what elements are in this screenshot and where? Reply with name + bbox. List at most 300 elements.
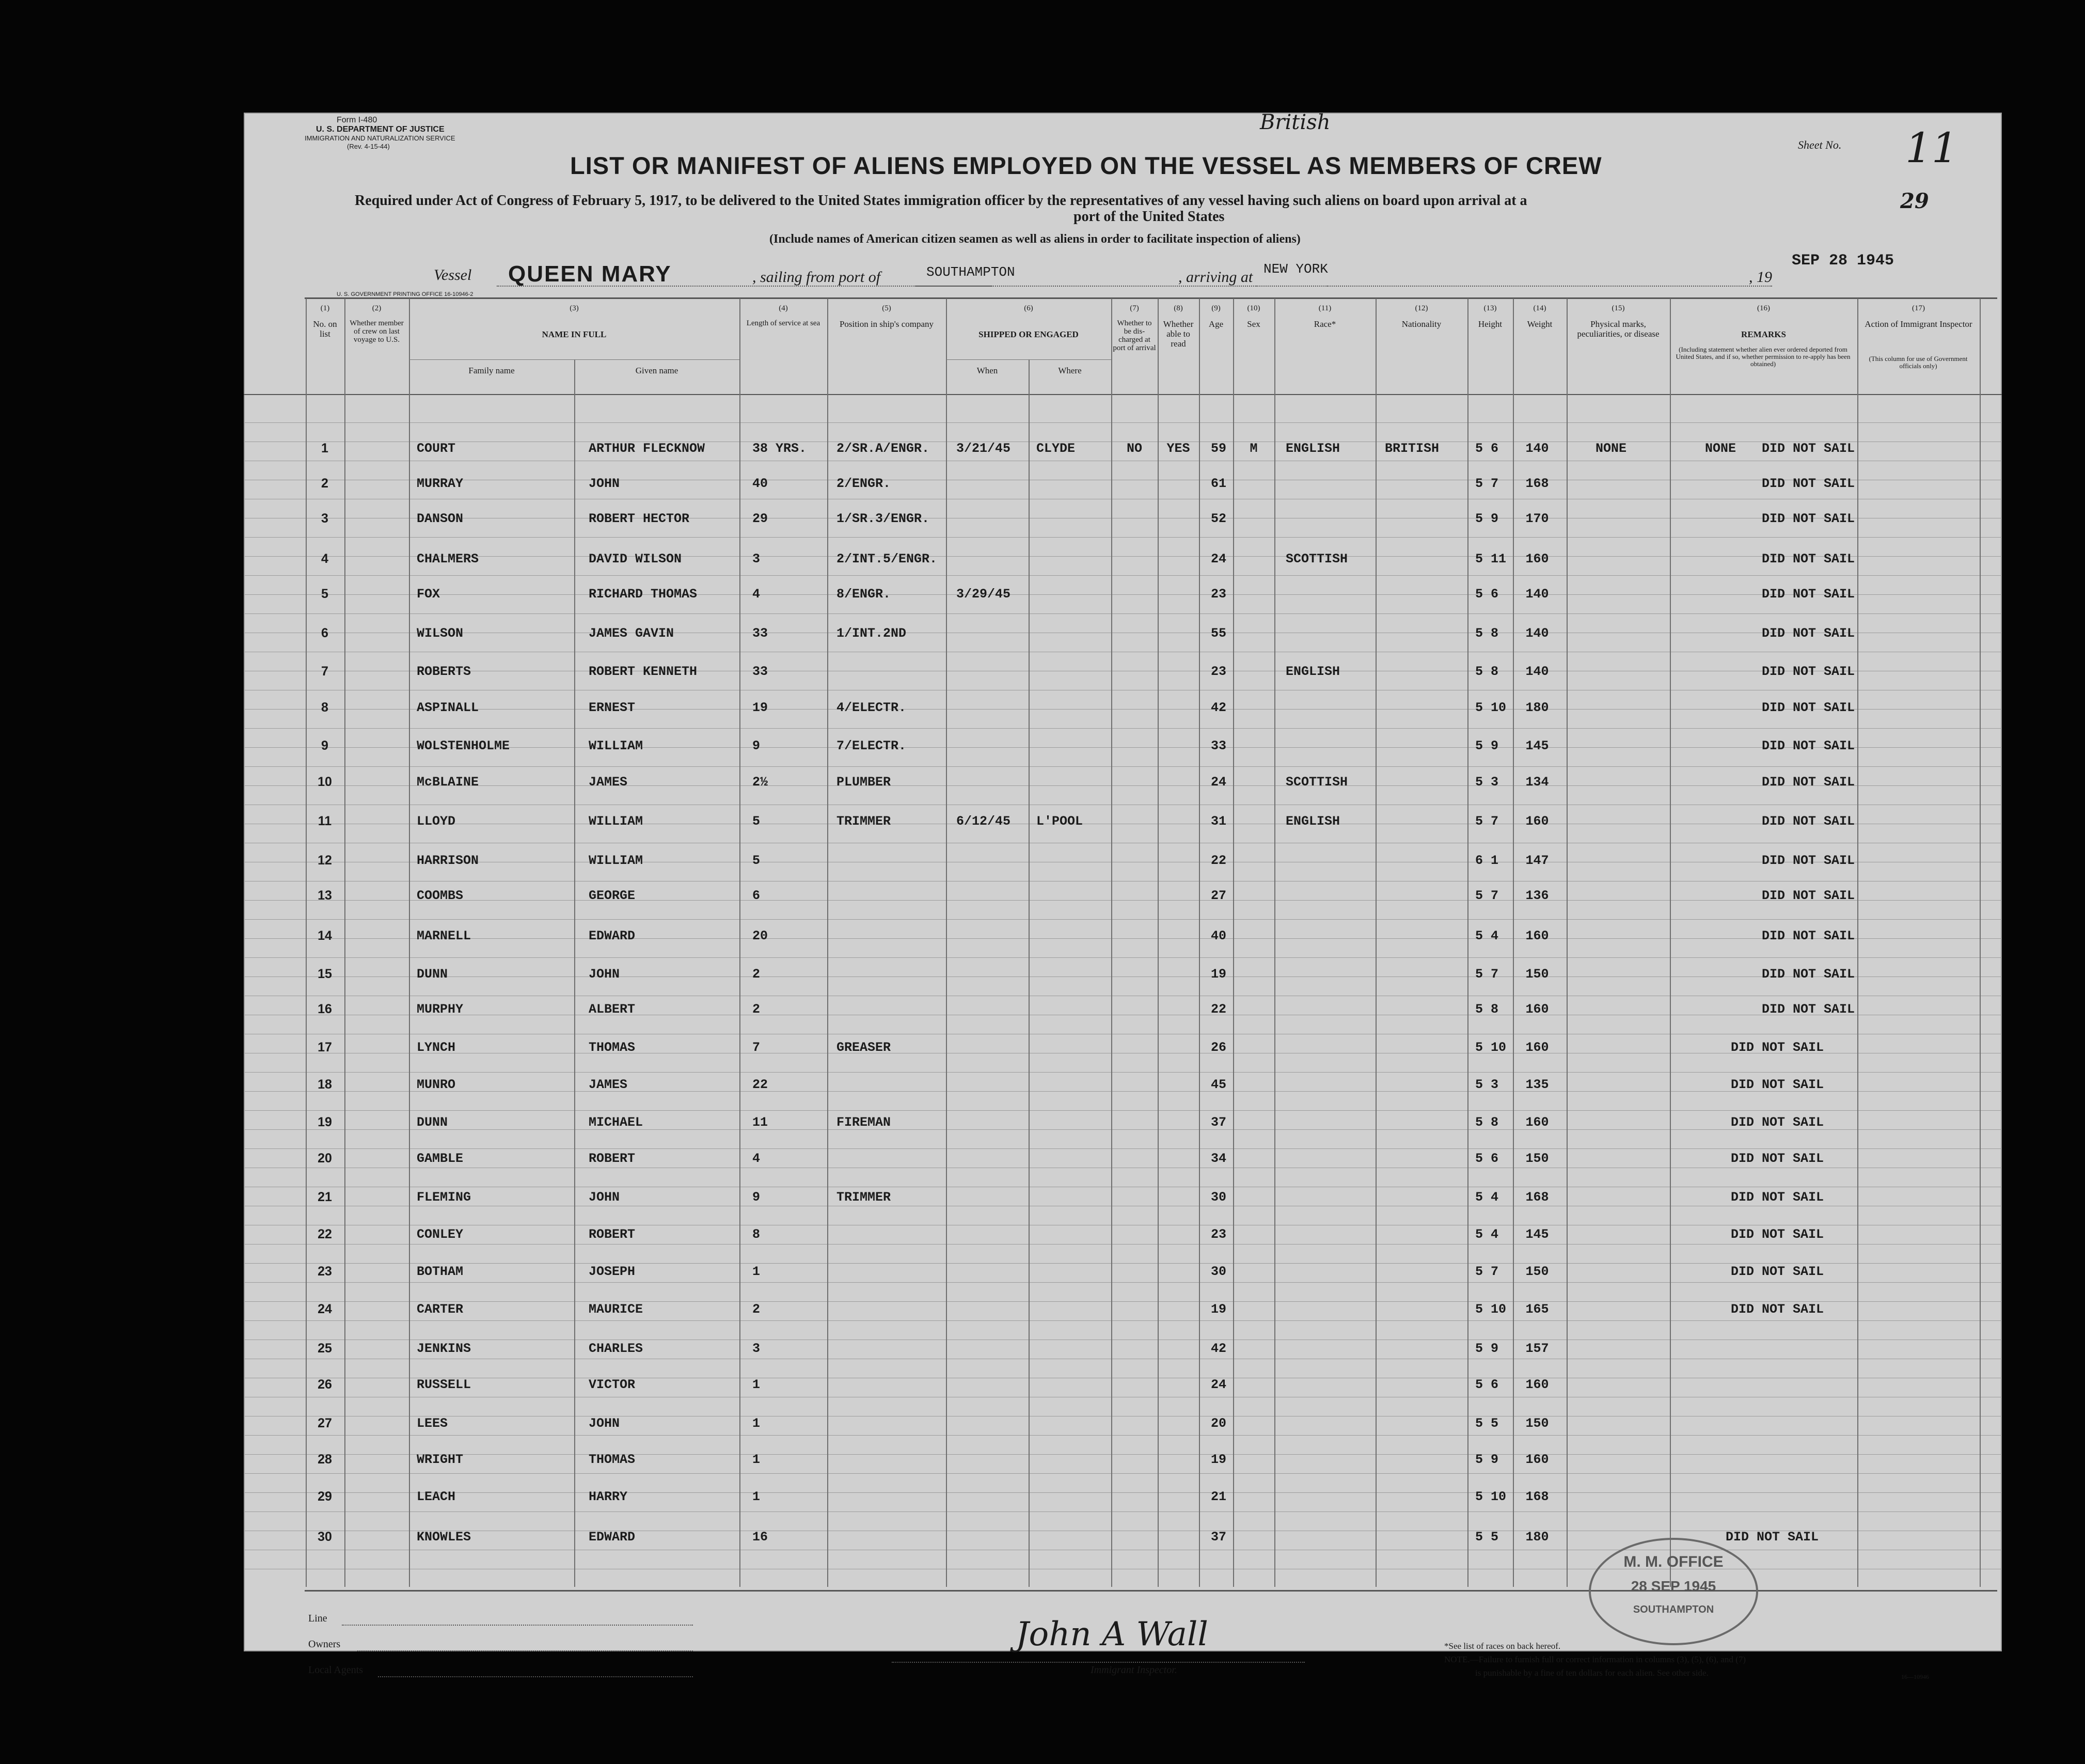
cell-no: 19: [318, 1115, 332, 1129]
cell-sex: M: [1250, 441, 1258, 456]
cell-family: CARTER: [417, 1302, 464, 1317]
cell-weight: 168: [1525, 1190, 1549, 1205]
cell-age: 30: [1210, 1264, 1227, 1279]
column-header: Whether to be dis-charged at port of arrival: [1113, 319, 1156, 352]
table-frame: [305, 297, 1997, 1592]
cell-height: 5 6: [1475, 441, 1499, 456]
cell-family: McBLAINE: [417, 775, 479, 790]
cell-height: 5 7: [1475, 814, 1499, 829]
cell-weight: 168: [1525, 476, 1549, 491]
cell-weight: 150: [1525, 1416, 1549, 1431]
column-header: SHIPPED OR ENGAGED: [978, 329, 1079, 339]
line-label: Line: [308, 1613, 327, 1624]
cell-service: 5: [752, 853, 761, 868]
cell-given: WILLIAM: [589, 814, 643, 829]
cell-action: DID NOT SAIL: [1762, 587, 1855, 602]
action-note: (This column for use of Government officials only): [1869, 355, 1968, 370]
cell-given: ROBERT KENNETH: [589, 664, 698, 679]
cell-service: 33: [752, 664, 768, 679]
cell-service: 38 YRS.: [752, 441, 807, 456]
cell-service: 16: [752, 1530, 768, 1545]
cell-no: 25: [318, 1341, 332, 1356]
cell-height: 5 3: [1475, 775, 1499, 790]
cell-family: ROBERTS: [417, 664, 471, 679]
cell-service: 4: [752, 587, 761, 602]
cell-family: COURT: [417, 441, 456, 456]
cell-age: 21: [1210, 1489, 1227, 1504]
cell-service: 22: [752, 1077, 768, 1092]
cell-action: DID NOT SAIL: [1762, 664, 1855, 679]
cell-given: WILLIAM: [589, 853, 643, 868]
cell-service: 1: [752, 1264, 761, 1279]
cell-position: FIREMAN: [836, 1115, 891, 1130]
column-header: Height: [1478, 319, 1503, 329]
cell-family: MURRAY: [417, 476, 464, 491]
column-number: (14): [1533, 304, 1546, 312]
cell-no: 18: [318, 1077, 332, 1092]
cell-family: LLOYD: [417, 814, 456, 829]
cell-age: 19: [1210, 1452, 1227, 1467]
cell-position: GREASER: [836, 1040, 891, 1055]
cell-weight: 160: [1525, 928, 1549, 943]
cell-given: THOMAS: [589, 1040, 636, 1055]
column-header: Sex: [1247, 319, 1260, 329]
cell-weight: 140: [1525, 441, 1549, 456]
cell-height: 5 7: [1475, 888, 1499, 903]
cell-position: 1/SR.3/ENGR.: [836, 511, 930, 526]
cell-given: ROBERT: [589, 1151, 636, 1166]
manifest-sheet: [244, 111, 2002, 1680]
column-number: (8): [1174, 304, 1183, 312]
cell-action: DID NOT SAIL: [1762, 511, 1855, 526]
cell-age: 40: [1210, 928, 1227, 943]
cell-action: DID NOT SAIL: [1731, 1115, 1824, 1130]
cell-height: 5 4: [1475, 928, 1499, 943]
column-number: (15): [1612, 304, 1625, 312]
cell-height: 5 10: [1475, 1040, 1507, 1055]
column-header: Nationality: [1401, 319, 1442, 329]
mm-office-stamp: [1589, 1538, 1758, 1645]
cell-age: 52: [1210, 511, 1227, 526]
cell-given: ARTHUR FLECKNOW: [589, 441, 705, 456]
cell-height: 5 9: [1475, 738, 1499, 753]
cell-action: DID NOT SAIL: [1762, 476, 1855, 491]
cell-age: 23: [1210, 1227, 1227, 1242]
cell-weight: 140: [1525, 587, 1549, 602]
cell-height: 5 6: [1475, 1151, 1499, 1166]
cell-given: JOSEPH: [589, 1264, 636, 1279]
cell-no: 1: [321, 441, 328, 455]
stamp-office: M. M. OFFICE: [1623, 1553, 1724, 1570]
cell-height: 5 9: [1475, 1341, 1499, 1356]
cell-height: 5 10: [1475, 700, 1507, 715]
cell-no: 14: [318, 928, 332, 943]
penalty-note-2: is punishable by a fine of ten dollars for each alien. See other side.: [1475, 1668, 1709, 1678]
cell-when: 6/12/45: [956, 814, 1011, 829]
cell-nationality: BRITISH: [1385, 441, 1440, 456]
cell-height: 5 7: [1475, 967, 1499, 982]
cell-weight: 180: [1525, 1530, 1549, 1545]
cell-weight: 145: [1525, 1227, 1549, 1242]
cell-family: LEACH: [417, 1489, 456, 1504]
cell-family: CONLEY: [417, 1227, 464, 1242]
cell-given: EDWARD: [589, 928, 636, 943]
cell-height: 5 10: [1475, 1489, 1507, 1504]
cell-weight: 150: [1525, 1151, 1549, 1166]
column-header: Whether member of crew on last voyage to U.S.: [350, 319, 404, 344]
cell-given: THOMAS: [589, 1452, 636, 1467]
cell-weight: 135: [1525, 1077, 1549, 1092]
cell-given: JOHN: [589, 967, 620, 982]
cell-service: 2½: [752, 775, 768, 790]
cell-position: TRIMMER: [836, 814, 891, 829]
cell-family: FLEMING: [417, 1190, 471, 1205]
cell-no: 4: [321, 552, 328, 566]
year-prefix: , 19: [1749, 269, 1772, 286]
cell-no: 13: [318, 888, 332, 903]
cell-where: L'POOL: [1036, 814, 1083, 829]
cell-service: 29: [752, 511, 768, 526]
cell-action: DID NOT SAIL: [1762, 626, 1855, 641]
cell-race: SCOTTISH: [1286, 552, 1348, 566]
sailing-label: , sailing from port of: [752, 269, 881, 286]
cell-given: DAVID WILSON: [589, 552, 682, 566]
cell-action: DID NOT SAIL: [1731, 1302, 1824, 1317]
cell-no: 9: [321, 738, 328, 753]
cell-height: 5 8: [1475, 626, 1499, 641]
cell-family: LYNCH: [417, 1040, 456, 1055]
cell-position: 2/SR.A/ENGR.: [836, 441, 930, 456]
cell-height: 5 5: [1475, 1530, 1499, 1545]
cell-given: ROBERT HECTOR: [589, 511, 690, 526]
subtitle-note: (Include names of American citizen seamen as well as aliens in order to facilitate inspection of aliens): [769, 232, 1301, 246]
cell-no: 11: [318, 814, 332, 828]
cell-age: 34: [1210, 1151, 1227, 1166]
cell-service: 9: [752, 738, 761, 753]
cell-given: JOHN: [589, 1190, 620, 1205]
cell-given: MICHAEL: [589, 1115, 643, 1130]
cell-given: JOHN: [589, 1416, 620, 1431]
column-number: (4): [779, 304, 788, 312]
cell-height: 6 1: [1475, 853, 1499, 868]
cell-age: 30: [1210, 1190, 1227, 1205]
to-port: NEW YORK: [1263, 261, 1328, 277]
cell-race: SCOTTISH: [1286, 775, 1348, 790]
cell-given: MAURICE: [589, 1302, 643, 1317]
cell-height: 5 4: [1475, 1190, 1499, 1205]
cell-age: 24: [1210, 1377, 1227, 1392]
cell-weight: 150: [1525, 1264, 1549, 1279]
local-agents-label: Local Agents: [308, 1664, 364, 1676]
cell-weight: 160: [1525, 814, 1549, 829]
cell-weight: 157: [1525, 1341, 1549, 1356]
cell-action: DID NOT SAIL: [1762, 967, 1855, 982]
cell-no: 22: [318, 1227, 332, 1241]
cell-height: 5 3: [1475, 1077, 1499, 1092]
cell-given: RICHARD THOMAS: [589, 587, 698, 602]
cell-action: DID NOT SAIL: [1762, 552, 1855, 566]
arriving-label: , arriving at: [1178, 269, 1253, 286]
cell-given: JOHN: [589, 476, 620, 491]
form-revision: (Rev. 4-15-44): [347, 143, 390, 150]
cell-family: WOLSTENHOLME: [417, 738, 510, 753]
cell-service: 11: [752, 1115, 768, 1130]
cell-height: 5 7: [1475, 476, 1499, 491]
cell-height: 5 8: [1475, 1115, 1499, 1130]
cell-no: 12: [318, 853, 332, 868]
cell-weight: 160: [1525, 1115, 1549, 1130]
cell-race: ENGLISH: [1286, 814, 1340, 829]
cell-no: 16: [318, 1002, 332, 1016]
penalty-note: NOTE.—Failure to furnish full or correct information in columns (3), (5), (6), and (7): [1444, 1655, 1746, 1664]
cell-height: 5 5: [1475, 1416, 1499, 1431]
form-code: 16—10946: [1901, 1673, 1929, 1680]
cell-family: RUSSELL: [417, 1377, 471, 1392]
cell-service: 7: [752, 1040, 761, 1055]
cell-age: 26: [1210, 1040, 1227, 1055]
cell-age: 20: [1210, 1416, 1227, 1431]
cell-action: DID NOT SAIL: [1731, 1190, 1824, 1205]
cell-given: EDWARD: [589, 1530, 636, 1545]
cell-when: 3/29/45: [956, 587, 1011, 602]
cell-service: 2: [752, 1002, 761, 1017]
cell-age: 42: [1210, 700, 1227, 715]
cell-family: COOMBS: [417, 888, 464, 903]
cell-family: JENKINS: [417, 1341, 471, 1356]
cell-service: 6: [752, 888, 761, 903]
cell-age: 23: [1210, 587, 1227, 602]
cell-service: 19: [752, 700, 768, 715]
cell-action: DID NOT SAIL: [1731, 1264, 1824, 1279]
cell-given: CHARLES: [589, 1341, 643, 1356]
cell-age: 22: [1210, 1002, 1227, 1017]
cell-family: MURPHY: [417, 1002, 464, 1017]
column-number: (5): [882, 304, 891, 312]
subheader-when: When: [976, 366, 998, 375]
cell-height: 5 8: [1475, 664, 1499, 679]
stamp-date: 28 SEP 1945: [1631, 1578, 1716, 1594]
subheader-given: Given name: [635, 366, 678, 375]
cell-family: LEES: [417, 1416, 448, 1431]
cell-service: 1: [752, 1489, 761, 1504]
cell-weight: 140: [1525, 626, 1549, 641]
cell-no: 20: [318, 1151, 332, 1166]
cell-action: DID NOT SAIL: [1762, 441, 1855, 456]
cell-action: DID NOT SAIL: [1762, 775, 1855, 790]
cell-action: DID NOT SAIL: [1762, 814, 1855, 829]
department: U. S. DEPARTMENT OF JUSTICE: [316, 125, 445, 134]
cell-given: ERNEST: [589, 700, 636, 715]
cell-given: GEORGE: [589, 888, 636, 903]
page-title: LIST OR MANIFEST OF ALIENS EMPLOYED ON THE VESSEL AS MEMBERS OF CREW: [570, 152, 1602, 179]
column-header: Weight: [1527, 319, 1553, 329]
cell-weight: 165: [1525, 1302, 1549, 1317]
cell-given: ROBERT: [589, 1227, 636, 1242]
subtitle-line-1: Required under Act of Congress of February 5, 1917, to be delivered to the United States immigration officer by the representatives of any vessel having such aliens on board upon arrival at a: [355, 193, 1527, 209]
cell-service: 3: [752, 552, 761, 566]
cell-action: DID NOT SAIL: [1762, 888, 1855, 903]
cell-height: 5 8: [1475, 1002, 1499, 1017]
cell-no: 10: [318, 775, 332, 789]
cell-weight: 145: [1525, 738, 1549, 753]
cell-position: 1/INT.2ND: [836, 626, 907, 641]
column-number: (1): [320, 304, 330, 312]
cell-given: JAMES GAVIN: [589, 626, 674, 641]
cell-no: 6: [321, 626, 328, 640]
column-number: (10): [1247, 304, 1260, 312]
cell-age: 24: [1210, 775, 1227, 790]
printing-office: U. S. GOVERNMENT PRINTING OFFICE 16-10946-2: [337, 291, 473, 297]
cell-service: 3: [752, 1341, 761, 1356]
races-note: *See list of races on back hereof.: [1444, 1641, 1561, 1651]
cell-given: VICTOR: [589, 1377, 636, 1392]
subheader-family: Family name: [468, 366, 515, 375]
cell-service: 40: [752, 476, 768, 491]
cell-height: 5 6: [1475, 587, 1499, 602]
cell-weight: 150: [1525, 967, 1549, 982]
column-header: Race*: [1314, 319, 1336, 329]
column-number: (6): [1024, 304, 1033, 312]
column-number: (2): [372, 304, 382, 312]
cell-family: ASPINALL: [417, 700, 479, 715]
cell-position: PLUMBER: [836, 775, 891, 790]
vessel-name: QUEEN MARY: [508, 261, 672, 287]
cell-age: 37: [1210, 1530, 1227, 1545]
cell-action: DID NOT SAIL: [1731, 1040, 1824, 1055]
cell-weight: 160: [1525, 1002, 1549, 1017]
cell-no: 2: [321, 476, 328, 491]
cell-age: 23: [1210, 664, 1227, 679]
cell-family: HARRISON: [417, 853, 479, 868]
cell-no: 5: [321, 587, 328, 601]
column-number: (3): [570, 304, 579, 312]
column-header: Whether able to read: [1163, 319, 1194, 349]
cell-weight: 134: [1525, 775, 1549, 790]
cell-age: 37: [1210, 1115, 1227, 1130]
cell-read: YES: [1166, 441, 1190, 456]
sheet-number: 11: [1905, 124, 1958, 172]
cell-service: 20: [752, 928, 768, 943]
cell-no: 8: [321, 700, 328, 715]
cell-family: MARNELL: [417, 928, 471, 943]
cell-weight: 140: [1525, 664, 1549, 679]
column-header: Length of service at sea: [746, 319, 820, 327]
cell-no: 23: [318, 1264, 332, 1279]
cell-age: 59: [1210, 441, 1227, 456]
cell-age: 55: [1210, 626, 1227, 641]
cell-service: 1: [752, 1452, 761, 1467]
cell-weight: 136: [1525, 888, 1549, 903]
cell-given: HARRY: [589, 1489, 628, 1504]
cell-weight: 160: [1525, 1452, 1549, 1467]
from-port: SOUTHAMPTON: [926, 264, 1015, 280]
cell-family: CHALMERS: [417, 552, 479, 566]
cell-given: JAMES: [589, 775, 628, 790]
column-header: No. on list: [313, 319, 337, 339]
cell-age: 19: [1210, 1302, 1227, 1317]
subheader-where: Where: [1058, 366, 1082, 375]
sheet-label: Sheet No.: [1798, 138, 1842, 151]
cell-action: DID NOT SAIL: [1762, 853, 1855, 868]
cell-height: 5 4: [1475, 1227, 1499, 1242]
cell-no: 15: [318, 967, 332, 981]
cell-age: 61: [1210, 476, 1227, 491]
cell-position: 2/ENGR.: [836, 476, 891, 491]
cell-no: 30: [318, 1530, 332, 1544]
cell-service: 5: [752, 814, 761, 829]
cell-height: 5 9: [1475, 1452, 1499, 1467]
service: IMMIGRATION AND NATURALIZATION SERVICE: [305, 134, 455, 142]
cell-height: 5 6: [1475, 1377, 1499, 1392]
cell-service: 1: [752, 1377, 761, 1392]
cell-given: JAMES: [589, 1077, 628, 1092]
cell-action: DID NOT SAIL: [1731, 1151, 1824, 1166]
cell-family: FOX: [417, 587, 440, 602]
cell-where: CLYDE: [1036, 441, 1076, 456]
cell-age: 19: [1210, 967, 1227, 982]
cell-given: WILLIAM: [589, 738, 643, 753]
cell-action: DID NOT SAIL: [1731, 1227, 1824, 1242]
cell-action: DID NOT SAIL: [1731, 1077, 1824, 1092]
remarks-note: (Including statement whether alien ever ordered deported from United States, and if so, whether permission to re-apply has been obtained): [1676, 345, 1851, 368]
page-mark: 29: [1900, 189, 1929, 213]
cell-weight: 147: [1525, 853, 1549, 868]
cell-height: 5 7: [1475, 1264, 1499, 1279]
cell-weight: 160: [1525, 552, 1549, 566]
cell-age: 31: [1210, 814, 1227, 829]
cell-service: 2: [752, 1302, 761, 1317]
cell-family: WRIGHT: [417, 1452, 464, 1467]
column-number: (17): [1912, 304, 1925, 312]
cell-family: DUNN: [417, 1115, 448, 1130]
cell-service: 2: [752, 967, 761, 982]
cell-position: 8/ENGR.: [836, 587, 891, 602]
cell-given: ALBERT: [589, 1002, 636, 1017]
handwritten-british: British: [1260, 111, 1331, 134]
cell-service: 4: [752, 1151, 761, 1166]
cell-race: ENGLISH: [1286, 664, 1340, 679]
cell-action: DID NOT SAIL: [1762, 928, 1855, 943]
cell-family: KNOWLES: [417, 1530, 471, 1545]
inspector-label: Immigrant Inspector.: [1091, 1664, 1177, 1676]
column-number: (7): [1130, 304, 1139, 312]
cell-height: 5 9: [1475, 511, 1499, 526]
column-number: (11): [1318, 304, 1332, 312]
cell-no: 28: [318, 1452, 332, 1467]
cell-no: 24: [318, 1302, 332, 1316]
cell-weight: 180: [1525, 700, 1549, 715]
owners-label: Owners: [308, 1639, 341, 1650]
column-number: (12): [1415, 304, 1428, 312]
column-header: Age: [1208, 319, 1224, 329]
cell-no: 7: [321, 664, 328, 679]
cell-age: 42: [1210, 1341, 1227, 1356]
column-number: (16): [1757, 304, 1770, 312]
vessel-label: Vessel: [434, 266, 472, 284]
column-header: REMARKS: [1741, 329, 1786, 339]
column-header: Physical marks, peculiarities, or disease: [1577, 319, 1660, 339]
cell-position: 2/INT.5/ENGR.: [836, 552, 938, 566]
cell-age: 27: [1210, 888, 1227, 903]
cell-race: ENGLISH: [1286, 441, 1340, 456]
stamp-place: SOUTHAMPTON: [1633, 1604, 1714, 1615]
cell-family: DANSON: [417, 511, 464, 526]
cell-height: 5 10: [1475, 1302, 1507, 1317]
column-header: Action of Immigrant Inspector: [1865, 319, 1972, 329]
cell-weight: 160: [1525, 1377, 1549, 1392]
cell-position: 4/ELECTR.: [836, 700, 907, 715]
cell-age: 22: [1210, 853, 1227, 868]
